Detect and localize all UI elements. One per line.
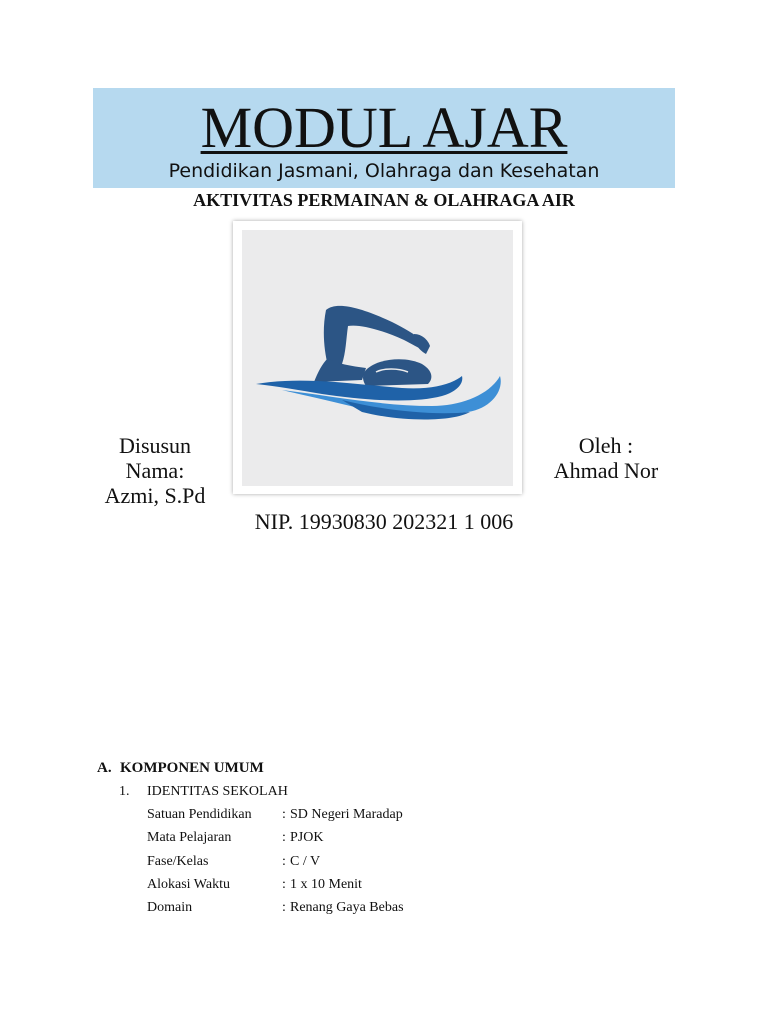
row-colon: : <box>282 853 286 869</box>
row-value: 1 x 10 Menit <box>290 876 362 892</box>
row-label: Domain <box>147 900 193 916</box>
nama-label: Nama: <box>125 458 185 483</box>
identity-row <box>147 898 404 921</box>
subsection-number: 1. <box>119 784 130 799</box>
title-banner <box>93 88 675 188</box>
subsection-heading <box>119 782 288 802</box>
row-colon: : <box>282 900 286 916</box>
section-title: KOMPONEN UMUM <box>120 760 264 776</box>
row-colon: : <box>282 876 286 892</box>
topic-heading: AKTIVITAS PERMAINAN & OLAHRAGA AIR <box>193 190 575 210</box>
author-name-left: Azmi, S.Pd <box>104 483 206 508</box>
identity-row <box>147 828 404 851</box>
document-subtitle: Pendidikan Jasmani, Olahraga dan Kesehatan <box>168 160 600 182</box>
identity-row <box>147 875 404 898</box>
subsection-title: IDENTITAS SEKOLAH <box>147 784 288 799</box>
author-right-block <box>540 433 672 483</box>
row-colon: : <box>282 830 286 846</box>
row-label: Fase/Kelas <box>147 853 209 869</box>
row-value: Renang Gaya Bebas <box>290 900 404 916</box>
row-value: PJOK <box>290 830 324 846</box>
nip-number: NIP. 19930830 202321 1 006 <box>254 509 514 534</box>
row-label: Mata Pelajaran <box>147 830 232 846</box>
author-left-block <box>95 433 215 508</box>
row-colon: : <box>282 807 286 822</box>
swimmer-icon <box>242 230 513 486</box>
row-label: Satuan Pendidikan <box>147 807 252 822</box>
row-value: C / V <box>290 853 321 869</box>
identity-row <box>147 852 404 875</box>
author-name-right: Ahmad Nor <box>553 458 659 483</box>
section-heading <box>97 758 264 778</box>
row-label: Alokasi Waktu <box>147 876 230 892</box>
cover-image-frame <box>233 221 522 494</box>
oleh-label: Oleh : <box>578 433 634 458</box>
identity-row <box>147 805 404 828</box>
identity-table <box>147 805 404 921</box>
section-letter: A. <box>97 760 112 776</box>
disusun-label: Disusun <box>118 433 192 458</box>
cover-image <box>242 230 513 486</box>
document-title: MODUL AJAR <box>200 95 568 160</box>
row-value: SD Negeri Maradap <box>290 807 403 822</box>
